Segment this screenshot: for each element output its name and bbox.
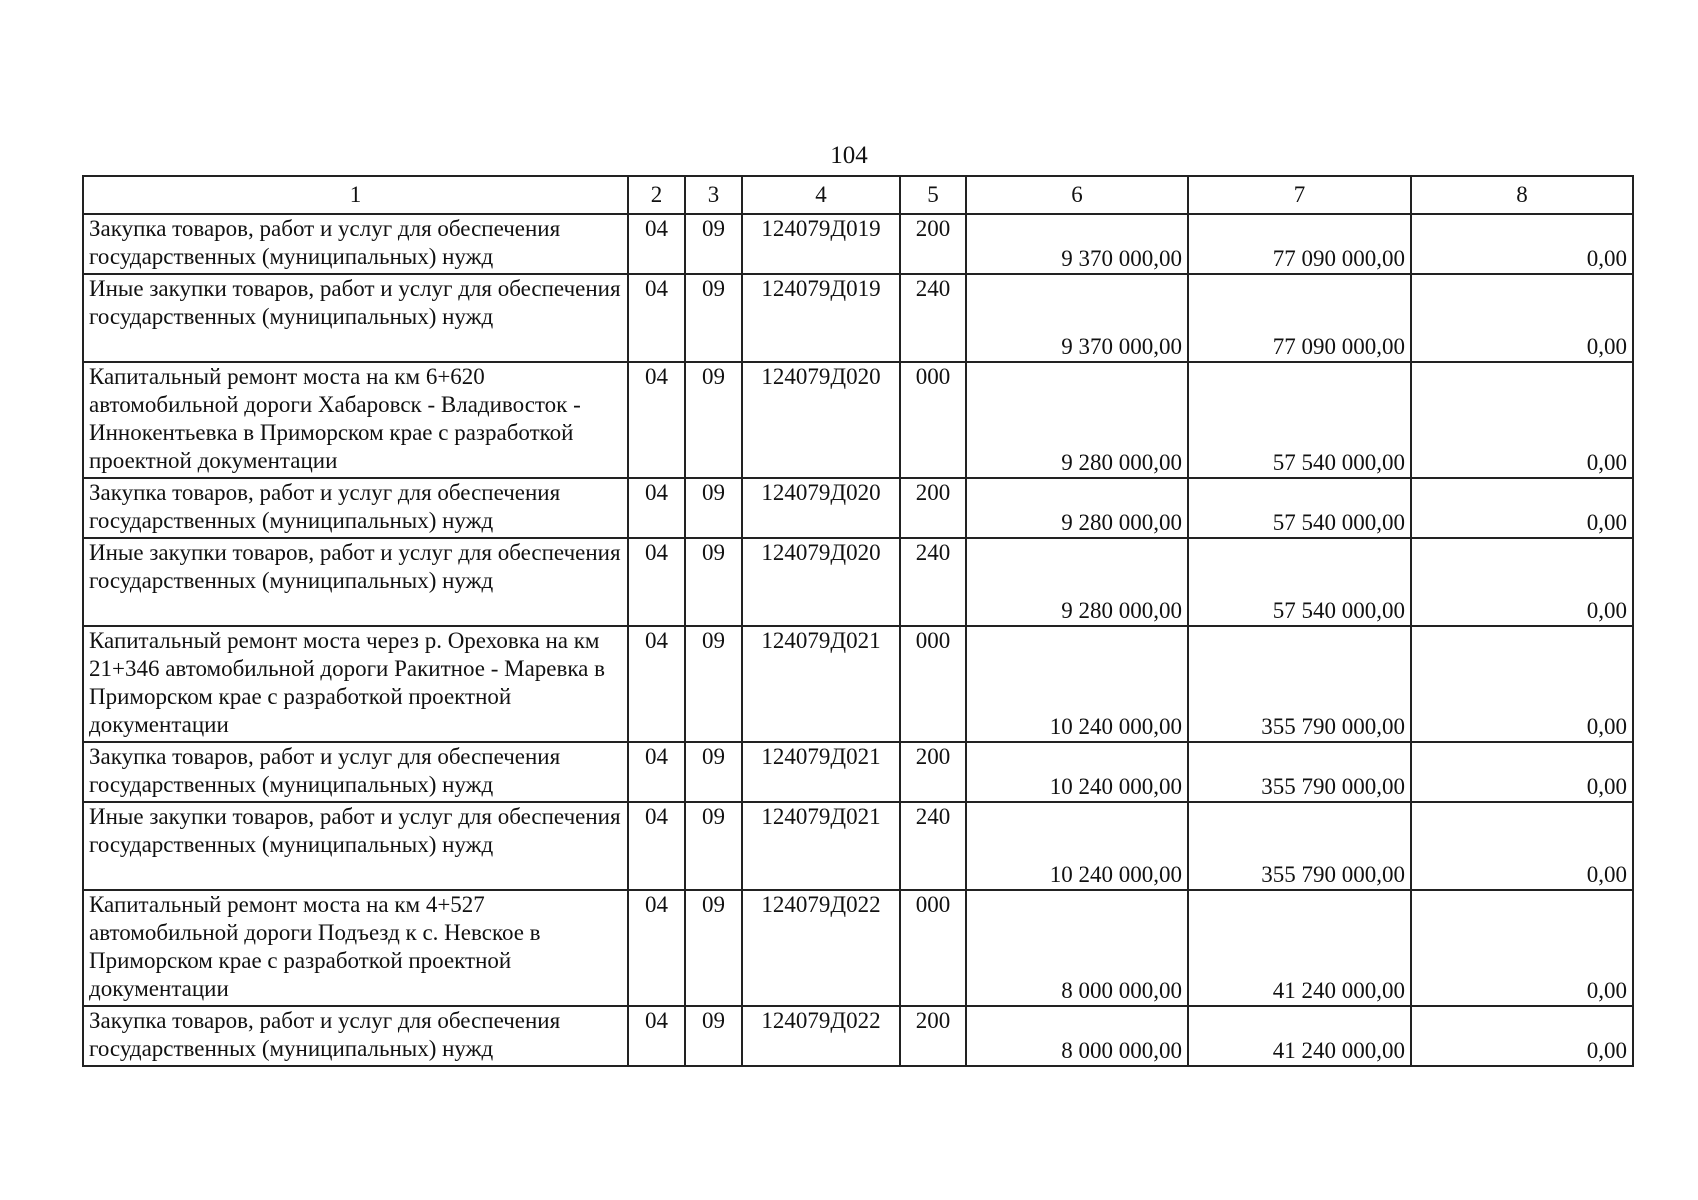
row-section-code: 04: [628, 362, 685, 478]
row-target-code: 124079Д021: [742, 626, 900, 742]
row-section-code: 04: [628, 478, 685, 538]
row-description: Закупка товаров, работ и услуг для обеспечения государственных (муниципальных) нужд: [83, 214, 628, 274]
row-amount-col6: 9 280 000,00: [966, 478, 1188, 538]
header-row: [83, 176, 1633, 214]
row-description: Иные закупки товаров, работ и услуг для обеспечения государственных (муниципальных) нужд: [83, 538, 628, 626]
column-header-5: 5: [900, 176, 966, 214]
row-amount-col7: 57 540 000,00: [1188, 478, 1411, 538]
row-amount-col8: 0,00: [1411, 538, 1633, 626]
row-expense-type-code: 200: [900, 742, 966, 802]
row-amount-col7: 355 790 000,00: [1188, 626, 1411, 742]
table-row: [83, 742, 1633, 802]
row-amount-col6: 8 000 000,00: [966, 890, 1188, 1006]
row-section-code: 04: [628, 802, 685, 890]
row-amount-col7: 77 090 000,00: [1188, 214, 1411, 274]
row-expense-type-code: 200: [900, 478, 966, 538]
row-section-code: 04: [628, 890, 685, 1006]
row-amount-col6: 9 280 000,00: [966, 362, 1188, 478]
table-row: [83, 890, 1633, 1006]
row-amount-col8: 0,00: [1411, 274, 1633, 362]
row-subsection-code: 09: [685, 742, 742, 802]
column-header-2: 2: [628, 176, 685, 214]
row-expense-type-code: 000: [900, 626, 966, 742]
column-header-7: 7: [1188, 176, 1411, 214]
row-description: Иные закупки товаров, работ и услуг для обеспечения государственных (муниципальных) нужд: [83, 274, 628, 362]
row-amount-col7: 57 540 000,00: [1188, 538, 1411, 626]
row-description: Капитальный ремонт моста на км 6+620 автомобильной дороги Хабаровск - Владивосток - Иннокентьевка в Приморском крае с разработкой проектной документации: [83, 362, 628, 478]
column-header-6: 6: [966, 176, 1188, 214]
row-expense-type-code: 000: [900, 890, 966, 1006]
row-amount-col6: 10 240 000,00: [966, 742, 1188, 802]
row-target-code: 124079Д022: [742, 1006, 900, 1066]
row-description: Иные закупки товаров, работ и услуг для обеспечения государственных (муниципальных) нужд: [83, 802, 628, 890]
row-expense-type-code: 000: [900, 362, 966, 478]
column-header-3: 3: [685, 176, 742, 214]
row-target-code: 124079Д019: [742, 214, 900, 274]
row-subsection-code: 09: [685, 274, 742, 362]
row-section-code: 04: [628, 214, 685, 274]
row-description: Капитальный ремонт моста на км 4+527 автомобильной дороги Подъезд к с. Невское в Приморском крае с разработкой проектной документации: [83, 890, 628, 1006]
row-amount-col8: 0,00: [1411, 742, 1633, 802]
row-amount-col6: 9 280 000,00: [966, 538, 1188, 626]
row-amount-col8: 0,00: [1411, 890, 1633, 1006]
row-target-code: 124079Д020: [742, 362, 900, 478]
row-amount-col7: 355 790 000,00: [1188, 802, 1411, 890]
row-amount-col8: 0,00: [1411, 362, 1633, 478]
row-section-code: 04: [628, 742, 685, 802]
row-description: Закупка товаров, работ и услуг для обеспечения государственных (муниципальных) нужд: [83, 478, 628, 538]
row-section-code: 04: [628, 274, 685, 362]
column-header-8: 8: [1411, 176, 1633, 214]
row-amount-col8: 0,00: [1411, 478, 1633, 538]
column-header-1: 1: [83, 176, 628, 214]
row-expense-type-code: 240: [900, 274, 966, 362]
row-subsection-code: 09: [685, 362, 742, 478]
row-target-code: 124079Д020: [742, 478, 900, 538]
column-header-4: 4: [742, 176, 900, 214]
row-amount-col7: 355 790 000,00: [1188, 742, 1411, 802]
row-subsection-code: 09: [685, 626, 742, 742]
row-description: Капитальный ремонт моста через р. Ореховка на км 21+346 автомобильной дороги Ракитное - Маревка в Приморском крае с разработкой проектной документации: [83, 626, 628, 742]
row-subsection-code: 09: [685, 478, 742, 538]
table-row: [83, 274, 1633, 362]
row-target-code: 124079Д021: [742, 742, 900, 802]
row-amount-col6: 8 000 000,00: [966, 1006, 1188, 1066]
row-amount-col6: 10 240 000,00: [966, 626, 1188, 742]
budget-table: [82, 175, 1634, 1067]
row-subsection-code: 09: [685, 538, 742, 626]
row-expense-type-code: 200: [900, 214, 966, 274]
table-row: [83, 1006, 1633, 1066]
row-amount-col6: 9 370 000,00: [966, 214, 1188, 274]
row-amount-col7: 41 240 000,00: [1188, 1006, 1411, 1066]
table-row: [83, 538, 1633, 626]
row-subsection-code: 09: [685, 214, 742, 274]
row-amount-col6: 9 370 000,00: [966, 274, 1188, 362]
row-description: Закупка товаров, работ и услуг для обеспечения государственных (муниципальных) нужд: [83, 742, 628, 802]
row-amount-col8: 0,00: [1411, 802, 1633, 890]
row-target-code: 124079Д021: [742, 802, 900, 890]
row-expense-type-code: 240: [900, 802, 966, 890]
row-amount-col8: 0,00: [1411, 214, 1633, 274]
row-amount-col7: 77 090 000,00: [1188, 274, 1411, 362]
table-row: [83, 626, 1633, 742]
row-subsection-code: 09: [685, 1006, 742, 1066]
row-target-code: 124079Д020: [742, 538, 900, 626]
table-body: [83, 214, 1633, 1066]
table-row: [83, 802, 1633, 890]
row-subsection-code: 09: [685, 802, 742, 890]
row-target-code: 124079Д019: [742, 274, 900, 362]
row-amount-col8: 0,00: [1411, 626, 1633, 742]
table-row: [83, 478, 1633, 538]
table-row: [83, 214, 1633, 274]
row-amount-col7: 57 540 000,00: [1188, 362, 1411, 478]
row-amount-col8: 0,00: [1411, 1006, 1633, 1066]
row-description: Закупка товаров, работ и услуг для обеспечения государственных (муниципальных) нужд: [83, 1006, 628, 1066]
row-amount-col7: 41 240 000,00: [1188, 890, 1411, 1006]
page-number: 104: [830, 142, 868, 169]
row-amount-col6: 10 240 000,00: [966, 802, 1188, 890]
row-expense-type-code: 200: [900, 1006, 966, 1066]
row-subsection-code: 09: [685, 890, 742, 1006]
row-section-code: 04: [628, 626, 685, 742]
row-section-code: 04: [628, 1006, 685, 1066]
table-header: [83, 176, 1633, 214]
row-target-code: 124079Д022: [742, 890, 900, 1006]
row-section-code: 04: [628, 538, 685, 626]
table-row: [83, 362, 1633, 478]
row-expense-type-code: 240: [900, 538, 966, 626]
